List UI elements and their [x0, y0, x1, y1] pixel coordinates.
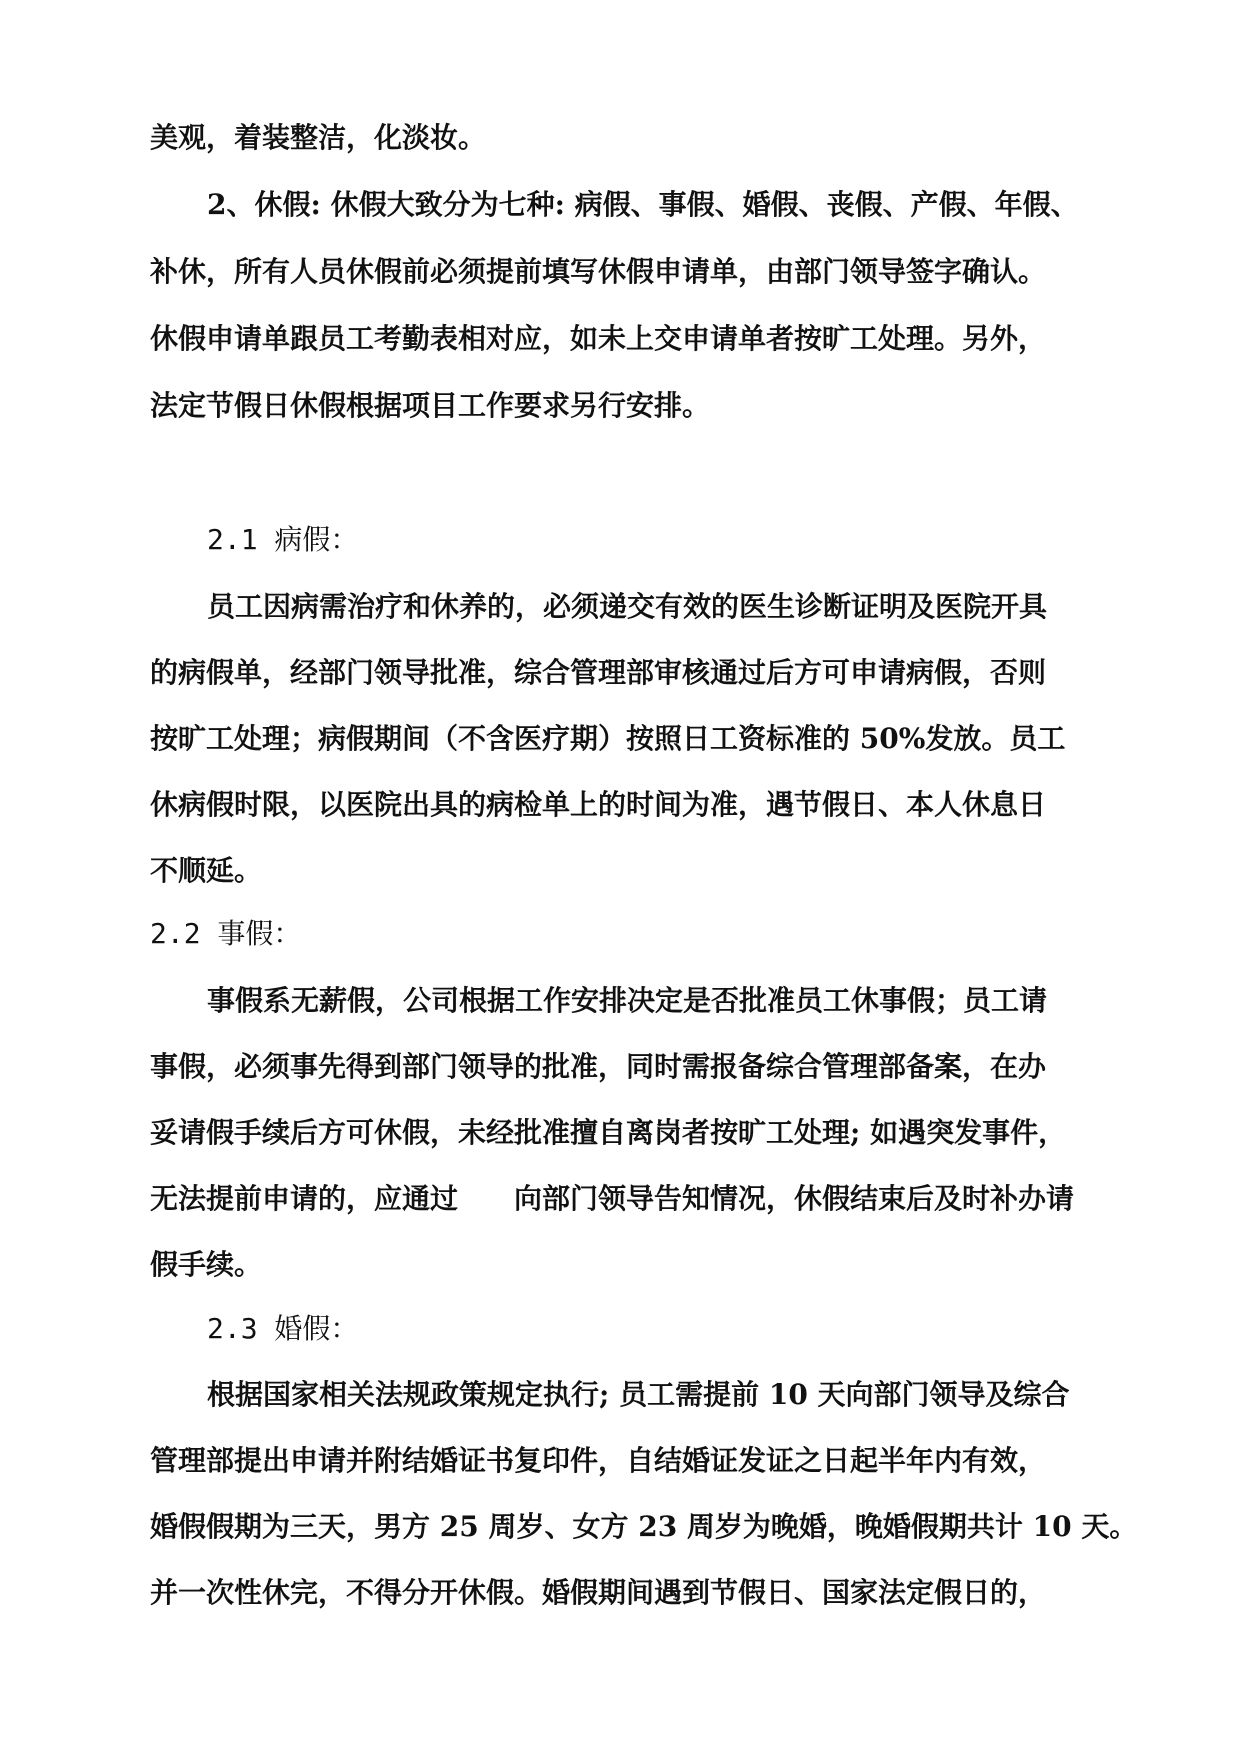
text-line-21: 婚假假期为三天，男方 25 周岁、女方 23 周岁为晚婚，晚婚假期共计 10 天。 — [150, 1510, 1138, 1543]
section-heading-2-2: 2.2 事假： — [150, 917, 302, 950]
text-line-2: 2、休假: 休假大致分为七种: 病假、事假、婚假、丧假、产假、年假、 — [207, 188, 1079, 221]
text-line-22: 并一次性休完，不得分开休假。婚假期间遇到节假日、国家法定假日的， — [150, 1576, 1047, 1609]
text-line-15: 妥请假手续后方可休假，未经批准擅自离岗者按旷工处理; 如遇突发事件， — [150, 1116, 1067, 1149]
section-heading-2-3: 2.3 婚假： — [207, 1312, 359, 1345]
text-line-9: 按旷工处理；病假期间（不含医疗期）按照日工资标准的 50%发放。员工 — [150, 722, 1066, 755]
text-line-1: 美观，着装整洁，化淡妆。 — [150, 121, 487, 154]
text-line-4: 休假申请单跟员工考勤表相对应，如未上交申请单者按旷工处理。另外， — [150, 322, 1047, 355]
text-line-8: 的病假单，经部门领导批准，综合管理部审核通过后方可申请病假，否则 — [150, 656, 1047, 689]
section-heading-2-1: 2.1 病假： — [207, 523, 359, 556]
text-line-16: 无法提前申请的，应通过 向部门领导告知情况，休假结束后及时补办请 — [150, 1182, 1075, 1215]
text-line-14: 事假，必须事先得到部门领导的批准，同时需报备综合管理部备案，在办 — [150, 1050, 1047, 1083]
text-line-19: 根据国家相关法规政策规定执行; 员工需提前 10 天向部门领导及综合 — [207, 1378, 1070, 1411]
text-line-10: 休病假时限，以医院出具的病检单上的时间为准，遇节假日、本人休息日 — [150, 788, 1047, 821]
text-line-17: 假手续。 — [150, 1248, 263, 1281]
text-line-3: 补休，所有人员休假前必须提前填写休假申请单，由部门领导签字确认。 — [150, 255, 1047, 288]
text-line-20: 管理部提出申请并附结婚证书复印件，自结婚证发证之日起半年内有效， — [150, 1444, 1047, 1477]
text-line-13: 事假系无薪假，公司根据工作安排决定是否批准员工休事假；员工请 — [207, 984, 1048, 1017]
text-line-7: 员工因病需治疗和休养的，必须递交有效的医生诊断证明及医院开具 — [207, 590, 1048, 623]
text-line-5: 法定节假日休假根据项目工作要求另行安排。 — [150, 389, 711, 422]
text-line-11: 不顺延。 — [150, 854, 263, 887]
